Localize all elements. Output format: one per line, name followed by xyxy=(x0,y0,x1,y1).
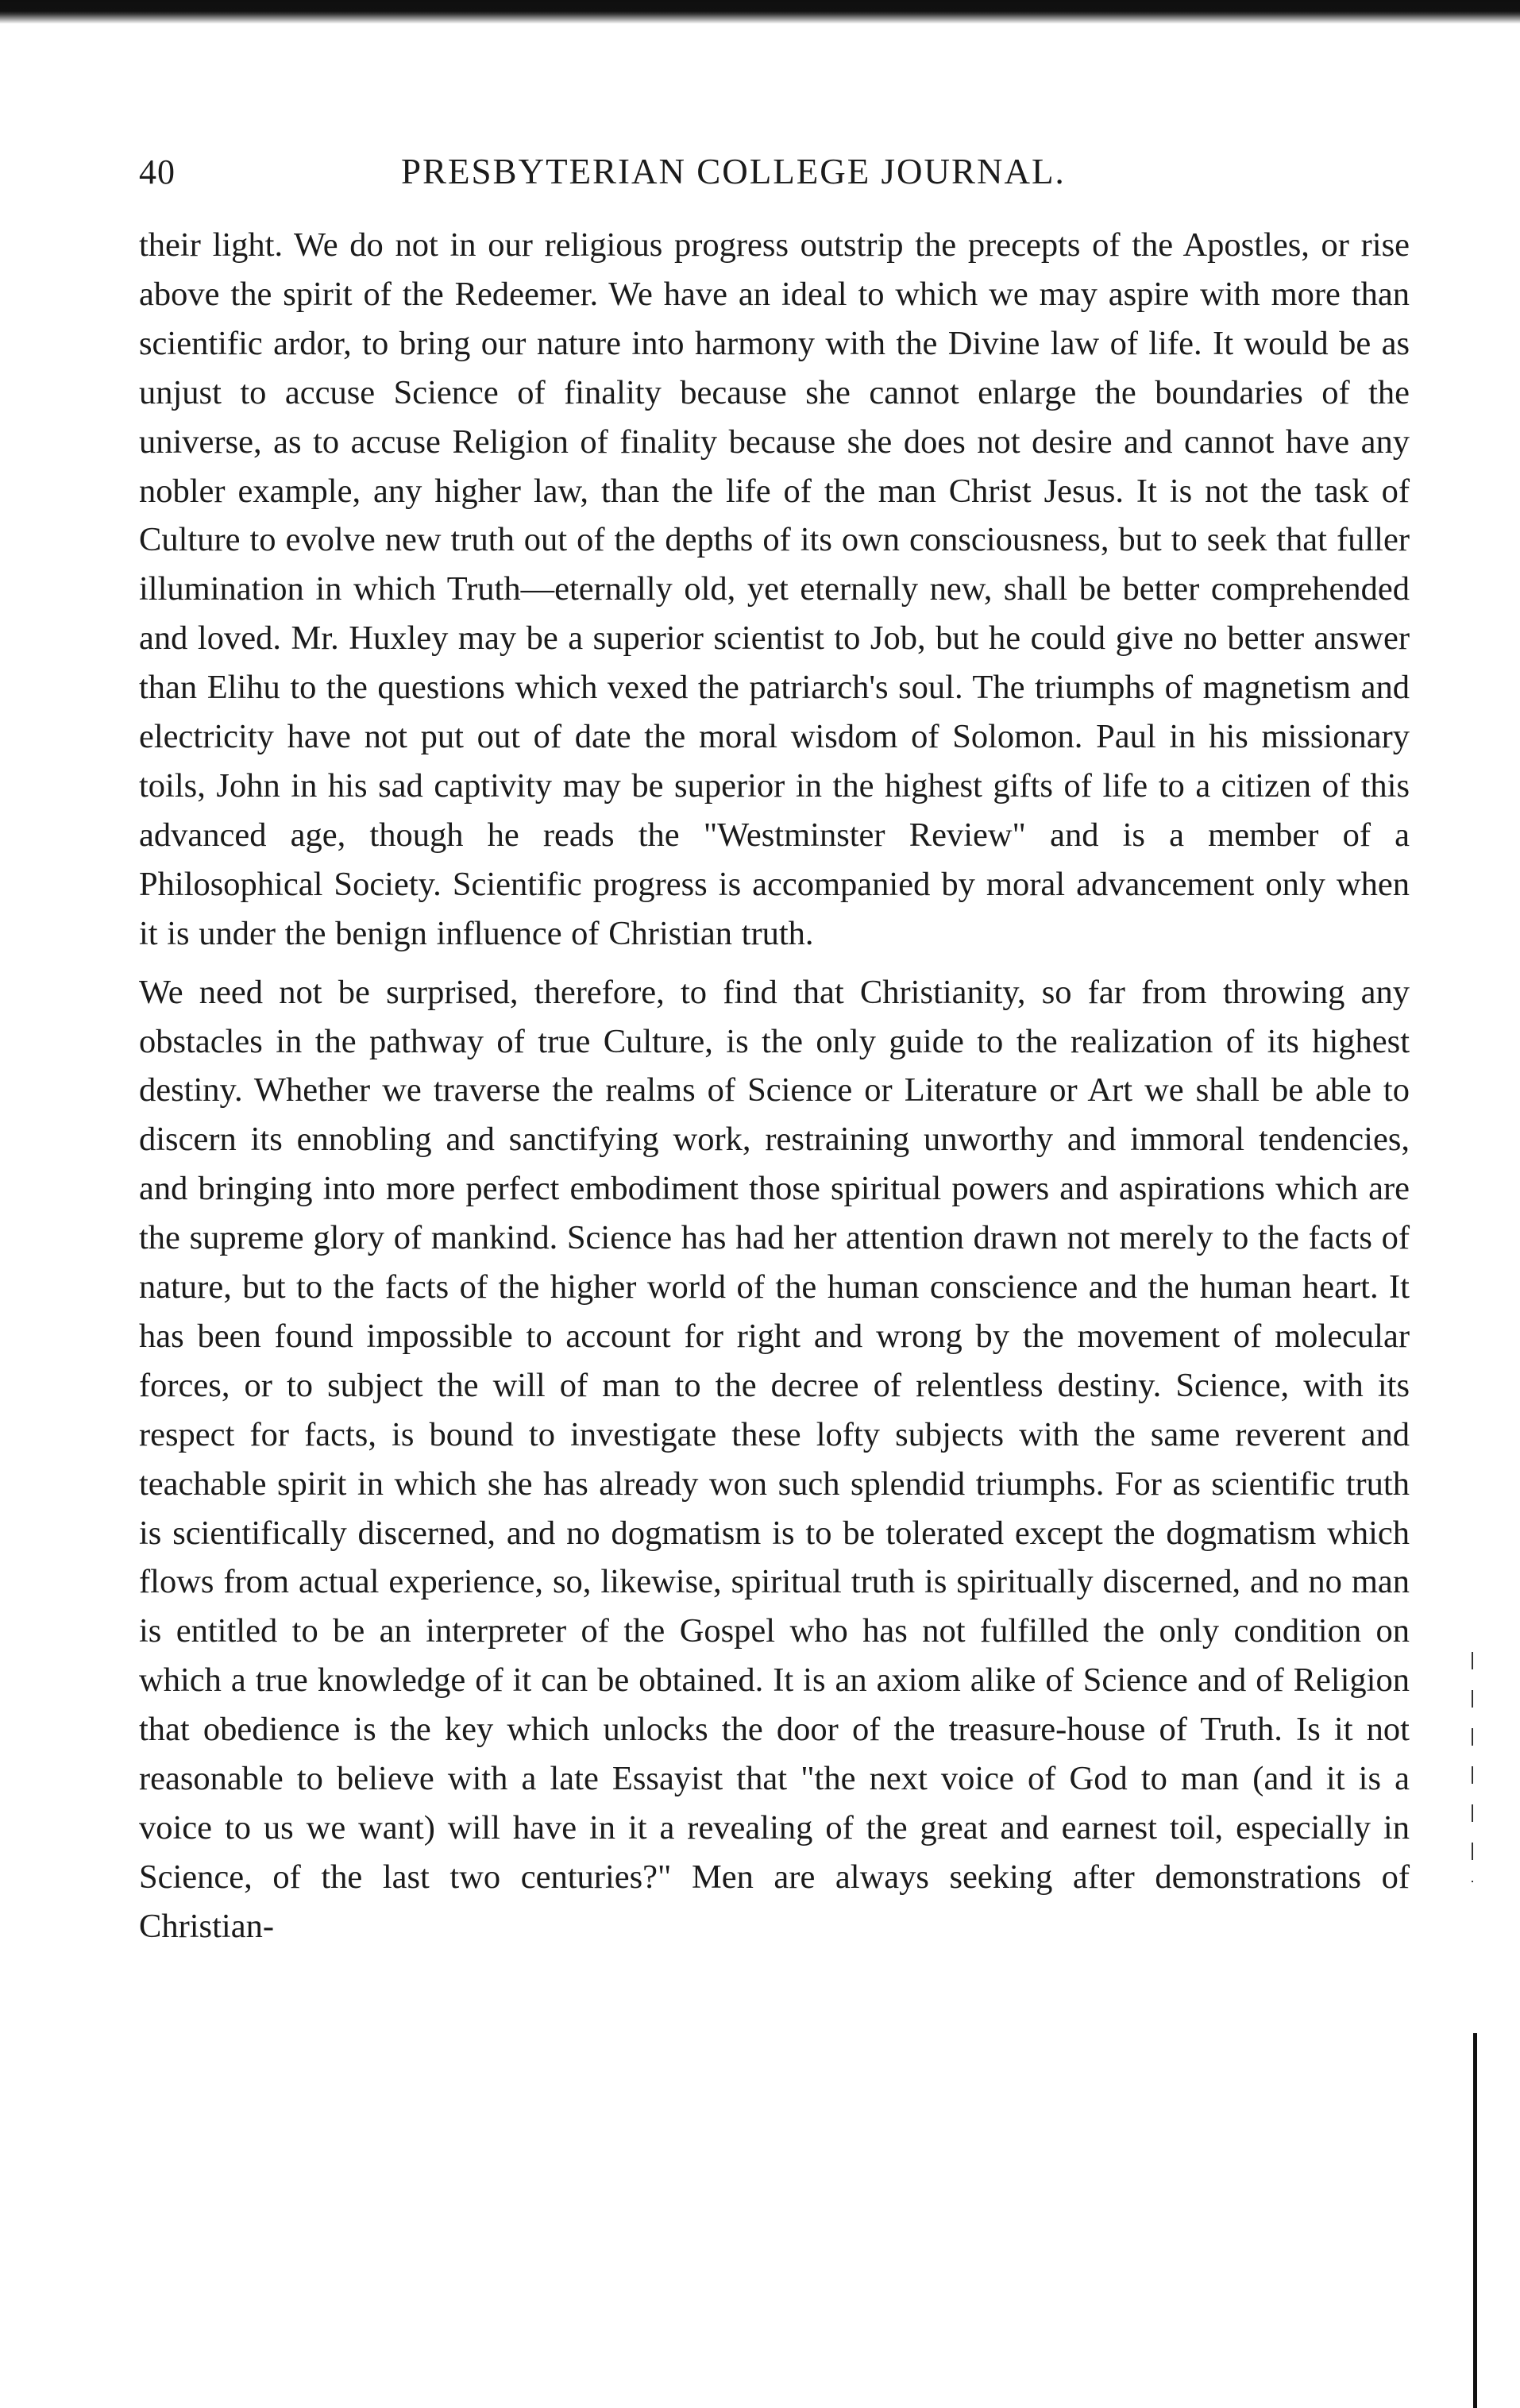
paragraph-2: We need not be surprised, therefore, to find that Christianity, so far from throwing any obstacles in the pathway of true Culture, is the only guide to the realization of its highest destiny. Whether we traverse the realms of Science or Literature or Art we shall be able to discern its ennobling and sanctifying work, restraining unworthy and immoral tendencies, and bringing into more perfect embodiment those spiritual powers and aspirations which are the supreme glory of mankind. Science has had her attention drawn not merely to the facts of nature, but to the facts of the higher world of the human conscience and the human heart. It has been found impossible to account for right and wrong by the movement of molecular forces, or to subject the will of man to the decree of relentless destiny. Science, with its respect for facts, is bound to investigate these lofty subjects with the same reverent and teachable spirit in which she has already won such splendid triumphs. For as scientific truth is scientifically discerned, and no dogmatism is to be tolerated except the dogmatism which flows from actual experience, so, likewise, spiritual truth is spiritually discerned, and no man is entitled to be an interpreter of the Gospel who has not fulfilled the only condition on which a true knowledge of it can be obtained. It is an axiom alike of Science and of Religion that obedience is the key which unlocks the door of the treasure-house of Truth. Is it not reasonable to believe with a late Essayist that "the next voice of God to man (and it is a voice to us we want) will have in it a revealing of the great and earnest toil, especially in Science, of the last two centuries?" Men are always seeking after demonstrations of Christian- xyxy=(139,973,1410,1945)
page-number: 40 xyxy=(139,152,176,191)
scan-edge-marks xyxy=(1472,1652,1476,2408)
top-border-rule xyxy=(0,0,1520,24)
scan-edge-line-dashed xyxy=(1472,1652,1473,1882)
journal-page xyxy=(139,151,1410,1951)
scan-edge-line-solid xyxy=(1473,2033,1477,2408)
article-body xyxy=(139,221,1410,1951)
paragraph-1: their light. We do not in our religious progress outstrip the precepts of the Apostles, or rise above the spirit of the Redeemer. We have an ideal to which we may aspire with more than scientific ardor, to bring our nature into harmony with the Divine law of life. It would be as unjust to accuse Science of finality because she cannot enlarge the boundaries of the universe, as to accuse Religion of finality because she does not desire and cannot have any nobler example, any higher law, than the life of the man Christ Jesus. It is not the task of Culture to evolve new truth out of the depths of its own consciousness, but to seek that fuller illumination in which Truth—eternally old, yet eternally new, shall be better comprehended and loved. Mr. Huxley may be a superior scientist to Job, but he could give no better answer than Elihu to the questions which vexed the patriarch's soul. The triumphs of magnetism and electricity have not put out of date the moral wisdom of Solomon. Paul in his missionary toils, John in his sad captivity may be superior in the highest gifts of life to a citizen of this advanced age, though he reads the "Westminster Review" and is a member of a Philosophical Society. Scientific progress is accompanied by moral advancement only when it is under the benign influence of Christian truth. xyxy=(139,226,1410,952)
running-head xyxy=(139,151,1410,206)
journal-title: PRESBYTERIAN COLLEGE JOURNAL. xyxy=(401,152,1066,191)
